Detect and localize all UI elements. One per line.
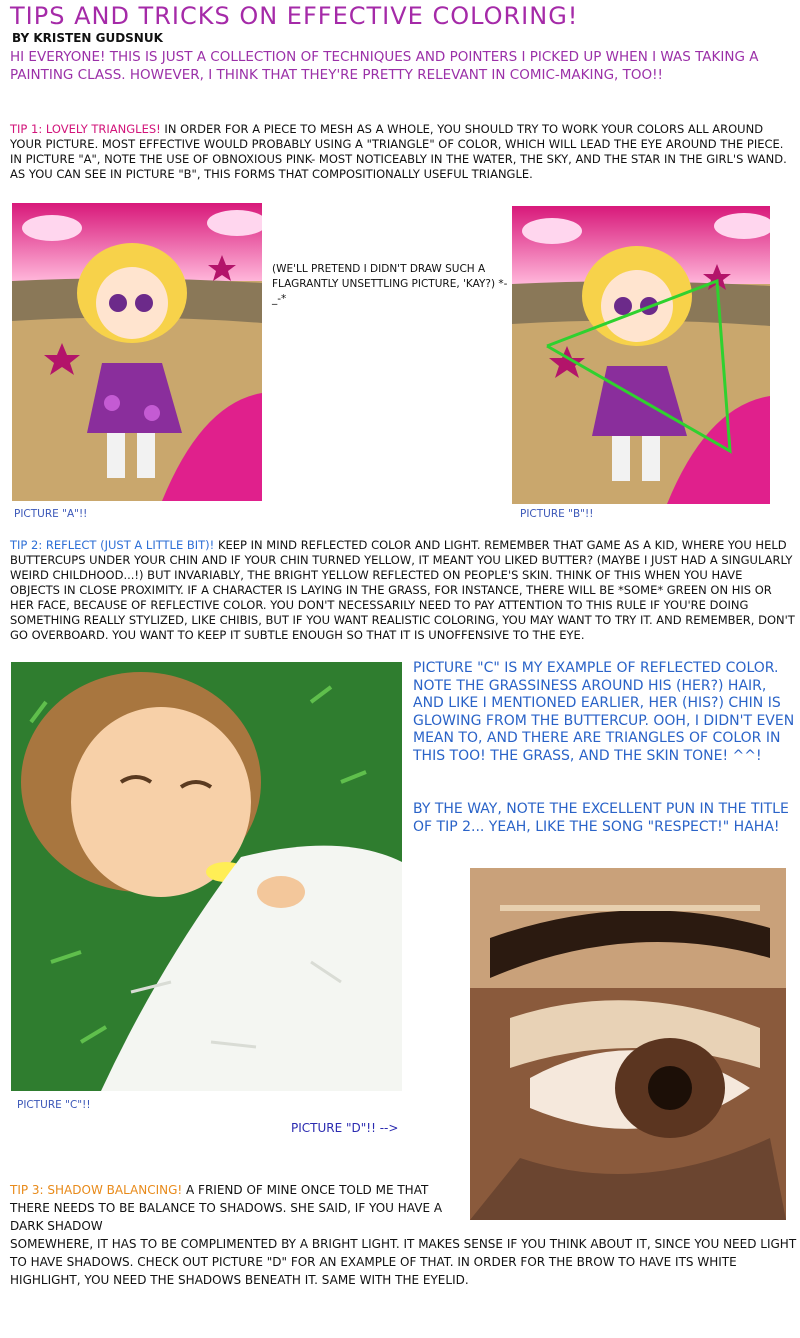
picture-b-image <box>512 206 770 504</box>
tip2-paragraph <box>10 538 795 643</box>
tip3-body-top: A FRIEND OF MINE ONCE TOLD ME THAT THERE NEEDS TO BE BALANCE TO SHADOWS. SHE SAID, IF YOU HAVE A DARK SHADOW <box>10 1183 443 1233</box>
picture-b-caption: PICTURE "B"!! <box>520 508 594 520</box>
tip1-heading: TIP 1: LOVELY TRIANGLES! <box>10 122 161 136</box>
tip1-body: IN ORDER FOR A PIECE TO MESH AS A WHOLE, YOU SHOULD TRY TO WORK YOUR COLORS ALL AROUND YOUR PICTURE. MOST EFFECTIVE WOULD PROBABLY USING A "TRIANGLE" OF COLOR, WHICH WILL LEAD THE EYE AROUND THE PIECE. IN PICTURE "A", NOTE THE USE OF OBNOXIOUS PINK- MOST NOTICEABLY IN THE WATER, THE SKY, AND THE STAR IN THE GIRL'S WAND. AS YOU CAN SEE IN PICTURE "B", THIS FORMS THAT COMPOSITIONALLY USEFUL TRIANGLE. <box>10 122 787 181</box>
tip3-heading: TIP 3: SHADOW BALANCING! <box>10 1183 183 1197</box>
picture-d-image <box>470 868 786 1220</box>
tip3-body-bottom: SOMEWHERE, IT HAS TO BE COMPLIMENTED BY A BRIGHT LIGHT. IT MAKES SENSE IF YOU THINK ABOUT IT, SINCE YOU NEED LIGHT TO HAVE SHADOWS. CHECK OUT PICTURE "D" FOR AN EXAMPLE OF THAT. IN ORDER FOR THE BROW TO HAVE ITS WHITE HIGHLIGHT, YOU NEED THE SHADOWS BENEATH IT. SAME WITH THE EYELID. <box>10 1237 797 1287</box>
picture-c-caption: PICTURE "C"!! <box>17 1099 91 1111</box>
picture-c-image <box>11 662 402 1091</box>
author-byline: BY KRISTEN GUDSNUK <box>12 31 163 45</box>
page-title: TIPS AND TRICKS ON EFFECTIVE COLORING! <box>10 2 579 30</box>
tip3-paragraph-top <box>10 1181 462 1235</box>
picture-c-description: PICTURE "C" IS MY EXAMPLE OF REFLECTED COLOR. NOTE THE GRASSINESS AROUND HIS (HER?) HAIR, AND LIKE I MENTIONED EARLIER, HER (HIS?) CHIN IS GLOWING FROM THE BUTTERCUP. OOH, I DIDN'T EVEN MEAN TO, AND THERE ARE TRIANGLES OF COLOR IN THIS TOO! THE GRASS, AND THE SKIN TONE! ^^! <box>413 660 795 764</box>
intro-paragraph: HI EVERYONE! THIS IS JUST A COLLECTION OF TECHNIQUES AND POINTERS I PICKED UP WHEN I WAS TAKING A PAINTING CLASS. HOWEVER, I THINK THAT THEY'RE PRETTY RELEVANT IN COMIC-MAKING, TOO!! <box>10 49 759 83</box>
picture-a-image <box>12 203 262 501</box>
tip2-heading: TIP 2: REFLECT (JUST A LITTLE BIT)! <box>10 538 215 552</box>
tip1-paragraph <box>10 122 795 182</box>
picture-a-caption: PICTURE "A"!! <box>14 508 88 520</box>
pun-note: BY THE WAY, NOTE THE EXCELLENT PUN IN THE TITLE OF TIP 2... YEAH, LIKE THE SONG "RESPECT!" HAHA! <box>413 801 789 835</box>
tip1-aside-text: (WE'LL PRETEND I DIDN'T DRAW SUCH A FLAGRANTLY UNSETTLING PICTURE, 'KAY?) *-_-* <box>272 263 508 305</box>
tip2-body: KEEP IN MIND REFLECTED COLOR AND LIGHT. REMEMBER THAT GAME AS A KID, WHERE YOU HELD BUTTERCUPS UNDER YOUR CHIN AND IF YOUR CHIN TURNED YELLOW, IT MEANT YOU LIKED BUTTER? (MAYBE I JUST HAD A SINGULARLY WEIRD CHILDHOOD...!) BUT INVARIABLY, THE BRIGHT YELLOW REFLECTED ON PEOPLE'S SKIN. THINK OF THIS WHEN YOU HAVE OBJECTS IN CLOSE PROXIMITY. IF A CHARACTER IS LAYING IN THE GRASS, FOR INSTANCE, THERE WILL BE *SOME* GREEN ON HIS OR HER FACE, BECAUSE OF REFLECTIVE COLOR. YOU DON'T NECESSARILY NEED TO PAY ATTENTION TO THIS RULE IF YOU'RE DOING SOMETHING REALLY STYLIZED, LIKE CHIBIS, BUT IF YOU WANT REALISTIC COLORING, YOU MAY WANT TO TRY IT. AND REMEMBER, DON'T GO OVERBOARD. YOU WANT TO KEEP IT SUBTLE ENOUGH SO THAT IT IS UNOFFENSIVE TO THE EYE. <box>10 538 795 642</box>
picture-d-caption: PICTURE "D"!! --> <box>291 1121 399 1135</box>
